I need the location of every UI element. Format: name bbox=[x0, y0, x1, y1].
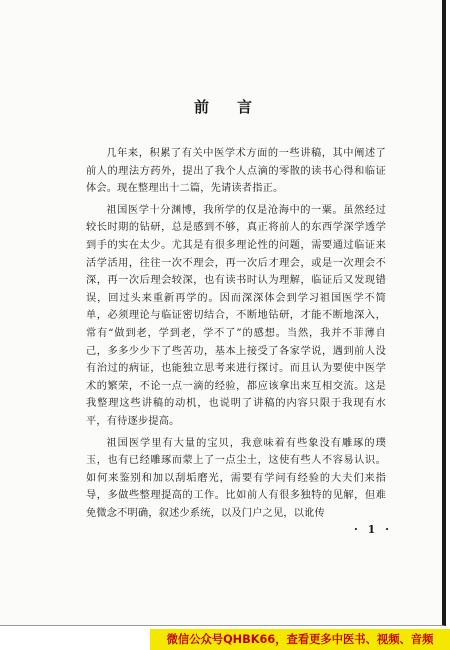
paragraph-2: 祖国医学十分渊博，我所学的仅是沧海中的一粟。虽然经过较长时期的钻研，总是感到不够，真正将前人的东西学深学透学到手的实在太少。尤其是有很多理论性的问题，需要通过临证来活学活用，往往一次不理会，再一次后才理会，或是一次理会不深，再一次后理会较深，也有读书时认为理解，临证后又发现错误，回过头来重新再学的。因而深深体会到学习祖国医学不简单，必须理论与临证密切结合，不断地钻研，才能不断地深入，常有“做到老，学到老，学不了”的感想。当然，我并不菲薄自己，多多少少下了些苦功，基本上接受了各家学说，遇到前人没有治过的病证，也能独立思考来进行探讨。而且认为要使中医学术的繁荣，不论一点一滴的经验，都应该拿出来互相交流。这是我整理这些讲稿的动机，也说明了讲稿的内容只限于我现有水平，有待逐步提高。 bbox=[86, 204, 386, 427]
paragraph-3: 祖国医学里有大量的宝贝，我意味着有些象没有雕琢的璞玉，也有已经雕琢而蒙上了一点尘土，这使有些人不容易认识。如何来鉴别和加以刮垢磨光，需要有学问有经验的大夫们来指导，多做些整理提高的工作。比如前人有很多独特的见解，但难免微念不明确，叙述少系统，以及门户之见，以讹传 bbox=[86, 437, 386, 519]
body-text bbox=[86, 145, 386, 526]
page-title: 前言 bbox=[193, 98, 280, 116]
page-number: · 1 · bbox=[354, 523, 392, 536]
paragraph-1: 几年来，积累了有关中医学术方面的一些讲稿，其中阐述了前人的理法方药外，提出了我个人点滴的零散的读书心得和临证体会。现在整理出十二篇，先请读者指正。 bbox=[86, 148, 386, 195]
promo-banner: 微信公众号QHBK66，查看更多中医书、视频、音频 bbox=[150, 629, 450, 650]
